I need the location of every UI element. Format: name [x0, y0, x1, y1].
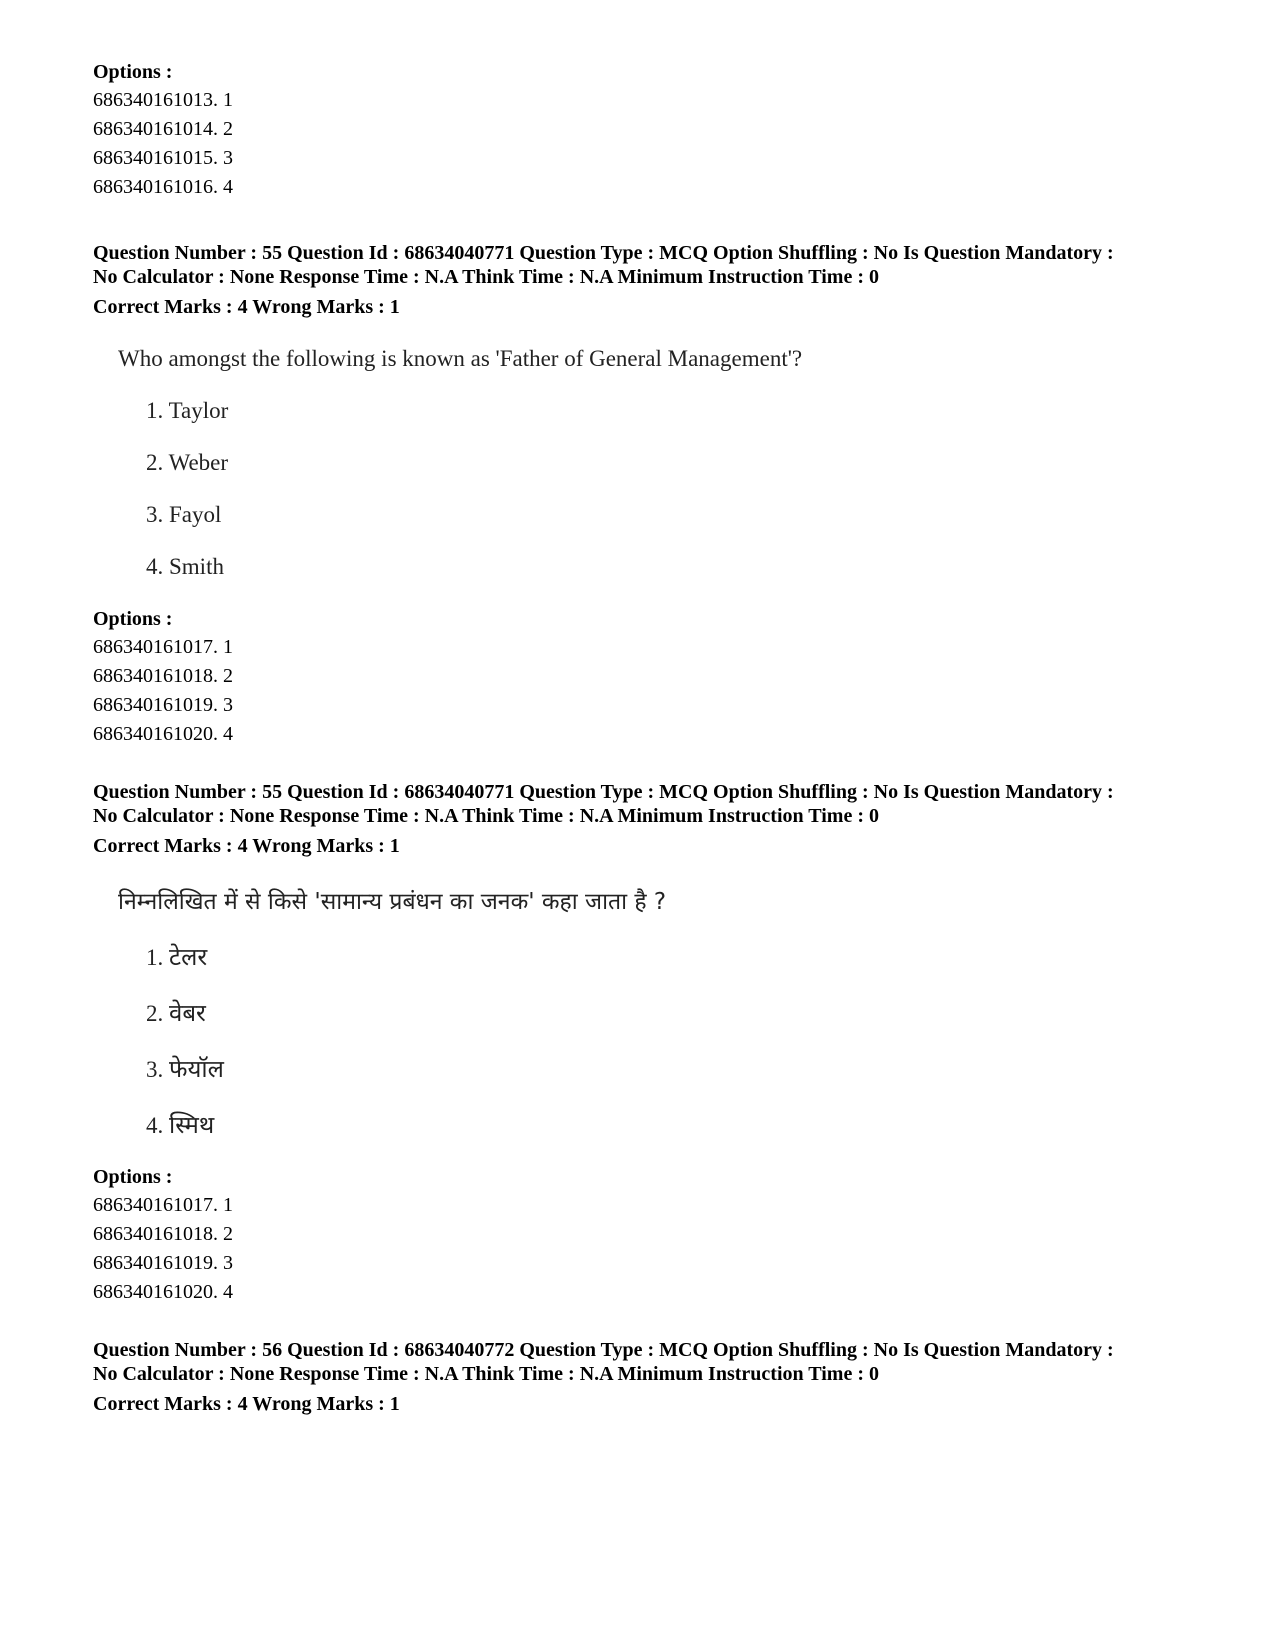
- answer-choice: [146, 1108, 214, 1141]
- answer-choice: 2. Weber: [146, 450, 229, 475]
- choice-text: टेलर: [169, 943, 208, 971]
- marks-line: Correct Marks : 4 Wrong Marks : 1: [93, 835, 400, 857]
- choice-number: 1.: [146, 945, 164, 970]
- question-text: Who amongst the following is known as 'Father of General Management'?: [118, 346, 803, 371]
- answer-choice: [146, 996, 206, 1029]
- q55-hi-options-block: [93, 1163, 1213, 1307]
- question-meta-line: Question Number : 55 Question Id : 68634040771 Question Type : MCQ Option Shuffling : No Is Question Mandatory :: [93, 242, 1114, 264]
- options-heading: Options :: [93, 61, 173, 83]
- choice-number: 3.: [146, 1057, 164, 1082]
- top-options-block: [93, 58, 1213, 202]
- question-meta-line: Question Number : 55 Question Id : 68634040771 Question Type : MCQ Option Shuffling : No Is Question Mandatory :: [93, 781, 1114, 803]
- option-id: 686340161019. 3: [93, 1252, 233, 1274]
- question-meta-line: No Calculator : None Response Time : N.A Think Time : N.A Minimum Instruction Time : 0: [93, 1363, 879, 1385]
- options-heading: Options :: [93, 1166, 173, 1188]
- question-meta-line: Question Number : 56 Question Id : 68634040772 Question Type : MCQ Option Shuffling : No Is Question Mandatory :: [93, 1339, 1114, 1361]
- choice-text: वेबर: [169, 999, 206, 1027]
- option-id: 686340161019. 3: [93, 694, 233, 716]
- option-id: 686340161014. 2: [93, 118, 233, 140]
- option-id: 686340161015. 3: [93, 147, 233, 169]
- option-id: 686340161020. 4: [93, 723, 233, 745]
- choice-number: 2.: [146, 1001, 164, 1026]
- question-text-hindi: निम्नलिखित में से किसे 'सामान्य प्रबंधन का जनक' कहा जाता है ?: [118, 889, 667, 915]
- choice-number: 4.: [146, 1113, 164, 1138]
- question-meta-line: No Calculator : None Response Time : N.A Think Time : N.A Minimum Instruction Time : 0: [93, 266, 879, 288]
- answer-choice: 4. Smith: [146, 554, 224, 579]
- q55-en-options-block: [93, 605, 1213, 749]
- options-heading: Options :: [93, 608, 173, 630]
- option-id: 686340161018. 2: [93, 1223, 233, 1245]
- option-id: 686340161018. 2: [93, 665, 233, 687]
- choice-text: स्मिथ: [169, 1111, 215, 1139]
- answer-choice: [146, 940, 207, 973]
- answer-choice: 1. Taylor: [146, 398, 229, 423]
- question-55-en-meta: [93, 241, 1213, 319]
- option-id: 686340161020. 4: [93, 1281, 233, 1303]
- answer-choice: 3. Fayol: [146, 502, 222, 527]
- marks-line: Correct Marks : 4 Wrong Marks : 1: [93, 296, 400, 318]
- marks-line: Correct Marks : 4 Wrong Marks : 1: [93, 1393, 400, 1415]
- option-id: 686340161016. 4: [93, 176, 233, 198]
- answer-choice: [146, 1052, 224, 1085]
- option-id: 686340161017. 1: [93, 1194, 233, 1216]
- option-id: 686340161017. 1: [93, 636, 233, 658]
- option-id: 686340161013. 1: [93, 89, 233, 111]
- choice-text: फेयॉल: [169, 1055, 224, 1083]
- question-meta-line: No Calculator : None Response Time : N.A Think Time : N.A Minimum Instruction Time : 0: [93, 805, 879, 827]
- question-55-hi-meta: [93, 780, 1213, 858]
- question-56-meta: [93, 1338, 1213, 1416]
